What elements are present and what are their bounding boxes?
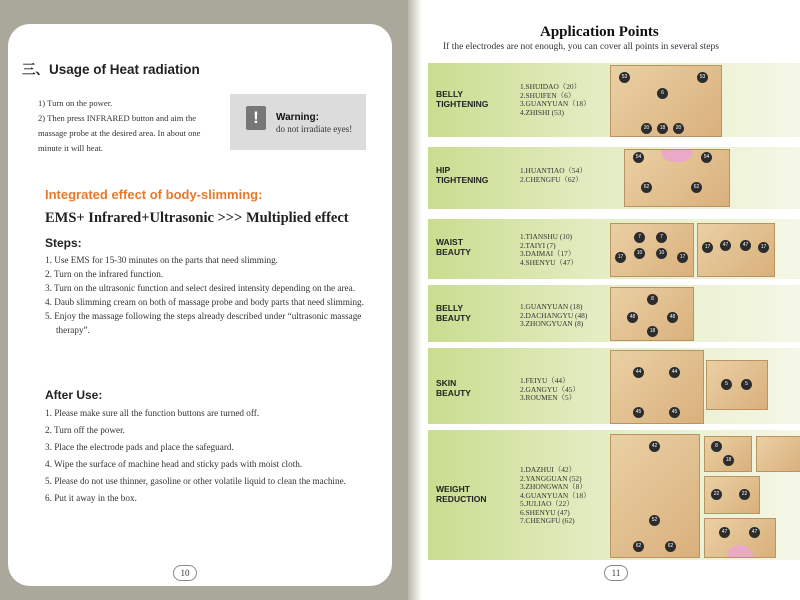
electrode-dot: 47 bbox=[719, 527, 730, 538]
belly-beauty-photo bbox=[610, 287, 694, 341]
after-use-item: 3. Place the electrode pads and place the safeguard. bbox=[45, 442, 234, 452]
electrode-dot: 53 bbox=[619, 72, 630, 83]
section-label-line: BEAUTY bbox=[436, 247, 471, 257]
waist-back-photo bbox=[697, 223, 775, 277]
warning-box bbox=[230, 94, 366, 150]
electrode-dot: 17 bbox=[702, 242, 713, 253]
after-use-item: 2. Turn off the power. bbox=[45, 425, 125, 435]
electrode-dot: 54 bbox=[633, 152, 644, 163]
section-label-line: HIP bbox=[436, 165, 451, 175]
electrode-dot: 7 bbox=[634, 232, 645, 243]
acupoint-item: 1.FEIYU（44） bbox=[520, 376, 570, 385]
section-label-line: BEAUTY bbox=[436, 388, 471, 398]
section-label-line: REDUCTION bbox=[436, 494, 487, 504]
after-use-item: 5. Please do not use thinner, gasoline or other volatile liquid to clean the machine. bbox=[45, 476, 346, 486]
electrode-dot: 8 bbox=[711, 441, 722, 452]
heat-steps bbox=[38, 96, 224, 156]
acupoint-list bbox=[520, 303, 587, 329]
electrode-dot: 44 bbox=[633, 367, 644, 378]
page-number-left: 10 bbox=[173, 565, 197, 581]
front-photo bbox=[706, 360, 768, 410]
section-label-line: BEAUTY bbox=[436, 313, 471, 323]
section-label-line: BELLY bbox=[436, 303, 464, 313]
electrode-dot: 22 bbox=[739, 489, 750, 500]
acupoint-item: 3.GUANYUAN（18） bbox=[520, 99, 591, 108]
electrode-dot: 47 bbox=[720, 240, 731, 251]
acupoint-item: 2.DACHANGYU (48) bbox=[520, 310, 588, 320]
acupoint-item: 2.SHUIFEN（6） bbox=[520, 90, 576, 100]
steps-list bbox=[45, 253, 375, 337]
acupoint-list bbox=[520, 167, 587, 184]
ems-multiplied-effect-line: EMS+ Infrared+Ultrasonic >>> Multiplied effect bbox=[45, 210, 349, 226]
heat-step: 2) Then press INFRARED button and aim the massage probe at the desired area. In about one minute it will heat. bbox=[38, 113, 201, 153]
warning-title: Warning: bbox=[276, 112, 319, 123]
electrode-dot: 5 bbox=[741, 379, 752, 390]
step-item: 3. Turn on the ultrasonic function and select desired intensity depending on the area. bbox=[45, 283, 356, 293]
integrated-effect-heading: Integrated effect of body-slimming: bbox=[45, 187, 263, 202]
full-back-photo bbox=[610, 434, 700, 558]
acupoint-item: 2.TAIYI (7) bbox=[520, 240, 556, 250]
acupoint-item: 4.GUANYUAN（18） bbox=[520, 490, 591, 500]
garment bbox=[661, 150, 693, 162]
heat-step: 1) Turn on the power. bbox=[38, 98, 113, 108]
section-label bbox=[436, 89, 488, 109]
after-use-item: 1. Please make sure all the function buttons are turned off. bbox=[45, 408, 260, 418]
acupoint-item: 7.CHENGFU (62) bbox=[520, 516, 575, 525]
acupoint-list bbox=[520, 233, 578, 267]
electrode-dot: 62 bbox=[633, 541, 644, 552]
electrode-dot: 18 bbox=[657, 123, 668, 134]
electrode-dot: 53 bbox=[697, 72, 708, 83]
section-label bbox=[436, 303, 471, 323]
step-item: 5. Enjoy the massage following the steps already described under “ultrasonic massage therapy”. bbox=[45, 311, 362, 335]
acupoint-list bbox=[520, 466, 590, 526]
electrode-dot: 45 bbox=[633, 407, 644, 418]
electrode-dot: 44 bbox=[669, 367, 680, 378]
section-label-line: TIGHTENING bbox=[436, 175, 489, 185]
electrode-dot: 20 bbox=[673, 123, 684, 134]
electrode-dot: 6 bbox=[657, 88, 668, 99]
acupoint-item: 4.SHENYU（47） bbox=[520, 257, 578, 267]
electrode-dot: 10 bbox=[656, 248, 667, 259]
section-belly-beauty bbox=[428, 285, 800, 342]
acupoint-item: 2.YANGGUAN (52) bbox=[520, 473, 582, 483]
electrode-dot: 10 bbox=[634, 248, 645, 259]
waist-front-photo bbox=[610, 223, 694, 277]
section-label bbox=[436, 237, 471, 257]
acupoint-item: 3.DAIMAI（17） bbox=[520, 249, 576, 258]
after-use-item: 4. Wipe the surface of machine head and sticky pads with moist cloth. bbox=[45, 459, 303, 469]
garment bbox=[727, 545, 753, 557]
back-photo bbox=[610, 350, 704, 424]
after-use-list bbox=[45, 405, 375, 507]
heat-radiation-heading: 三、Usage of Heat radiation bbox=[22, 62, 200, 77]
section-label-line: TIGHTENING bbox=[436, 99, 489, 109]
after-use-item: 6. Put it away in the box. bbox=[45, 493, 137, 503]
electrode-dot: 42 bbox=[649, 441, 660, 452]
electrode-dot: 22 bbox=[711, 489, 722, 500]
acupoint-item: 1.SHUIDAO（20） bbox=[520, 82, 581, 91]
acupoint-item: 1.HUANTIAO（54） bbox=[520, 166, 587, 175]
electrode-dot: 48 bbox=[627, 312, 638, 323]
application-points-title: Application Points bbox=[540, 24, 659, 40]
acupoint-item: 1.GUANYUAN (18) bbox=[520, 302, 583, 311]
step-item: 1. Use EMS for 15-30 minutes on the parts that need slimming. bbox=[45, 255, 278, 265]
warning-text: do not irradiate eyes! bbox=[276, 124, 353, 134]
acupoint-list bbox=[520, 377, 580, 403]
abdomen-photo bbox=[704, 436, 752, 472]
acupoint-item: 2.GANGYU（45） bbox=[520, 384, 580, 394]
step-item: 2. Turn on the infrared function. bbox=[45, 269, 164, 279]
section-skin-beauty bbox=[428, 348, 800, 424]
acupoint-item: 1.TIANSHU (10) bbox=[520, 232, 573, 241]
electrode-dot: 52 bbox=[649, 515, 660, 526]
electrode-dot: 17 bbox=[758, 242, 769, 253]
electrode-dot: 18 bbox=[647, 326, 658, 337]
electrode-dot: 45 bbox=[669, 407, 680, 418]
section-label bbox=[436, 165, 488, 185]
page-gutter bbox=[408, 0, 422, 600]
section-label bbox=[436, 378, 471, 398]
electrode-dot: 20 bbox=[641, 123, 652, 134]
section-belly-tightening bbox=[428, 63, 800, 137]
hip-photo bbox=[624, 149, 730, 207]
belly-photo bbox=[610, 65, 722, 137]
steps-heading: Steps: bbox=[45, 236, 82, 250]
acupoint-item: 2.CHENGFU（62） bbox=[520, 174, 583, 184]
section-label-line: SKIN bbox=[436, 378, 457, 388]
electrode-dot: 18 bbox=[723, 455, 734, 466]
electrode-dot: 47 bbox=[740, 240, 751, 251]
electrode-dot: 62 bbox=[665, 541, 676, 552]
acupoint-item: 3.ZHONGYUAN (8) bbox=[520, 319, 584, 328]
acupoint-item: 3.ZHONGWAN（8） bbox=[520, 482, 587, 491]
section-weight-reduction bbox=[428, 430, 800, 560]
electrode-dot: 62 bbox=[691, 182, 702, 193]
warning-icon: ! bbox=[246, 106, 266, 130]
section-label-line: WEIGHT bbox=[436, 484, 470, 494]
after-use-heading: After Use: bbox=[45, 388, 103, 402]
section-hip-tightening bbox=[428, 147, 800, 209]
electrode-dot: 7 bbox=[656, 232, 667, 243]
section-waist-beauty bbox=[428, 219, 800, 279]
step-item: 4. Daub slimming cream on both of massage probe and body parts that need slimming. bbox=[45, 297, 364, 307]
section-label bbox=[436, 484, 487, 504]
acupoint-item: 1.DAZHUI（42） bbox=[520, 465, 577, 474]
electrode-dot: 54 bbox=[701, 152, 712, 163]
side-photo bbox=[704, 476, 760, 514]
acupoint-item: 4.ZHISHI (53) bbox=[520, 107, 564, 117]
acupoint-item: 6.SHENYU (47) bbox=[520, 507, 570, 517]
acupoint-list bbox=[520, 83, 590, 117]
electrode-dot: 5 bbox=[721, 379, 732, 390]
knee-photo bbox=[756, 436, 800, 472]
electrode-dot: 17 bbox=[677, 252, 688, 263]
application-points-subtitle: If the electrodes are not enough, you can cover all points in several steps bbox=[443, 42, 719, 52]
electrode-dot: 47 bbox=[749, 527, 760, 538]
lower-back-photo bbox=[704, 518, 776, 558]
acupoint-item: 3.ROUMEN（5） bbox=[520, 393, 577, 402]
electrode-dot: 8 bbox=[647, 294, 658, 305]
section-label-line: WAIST bbox=[436, 237, 463, 247]
page-number-right: 11 bbox=[604, 565, 628, 581]
electrode-dot: 62 bbox=[641, 182, 652, 193]
electrode-dot: 48 bbox=[667, 312, 678, 323]
section-label-line: BELLY bbox=[436, 89, 464, 99]
acupoint-item: 5.JULIAO（22） bbox=[520, 499, 574, 508]
electrode-dot: 17 bbox=[615, 252, 626, 263]
